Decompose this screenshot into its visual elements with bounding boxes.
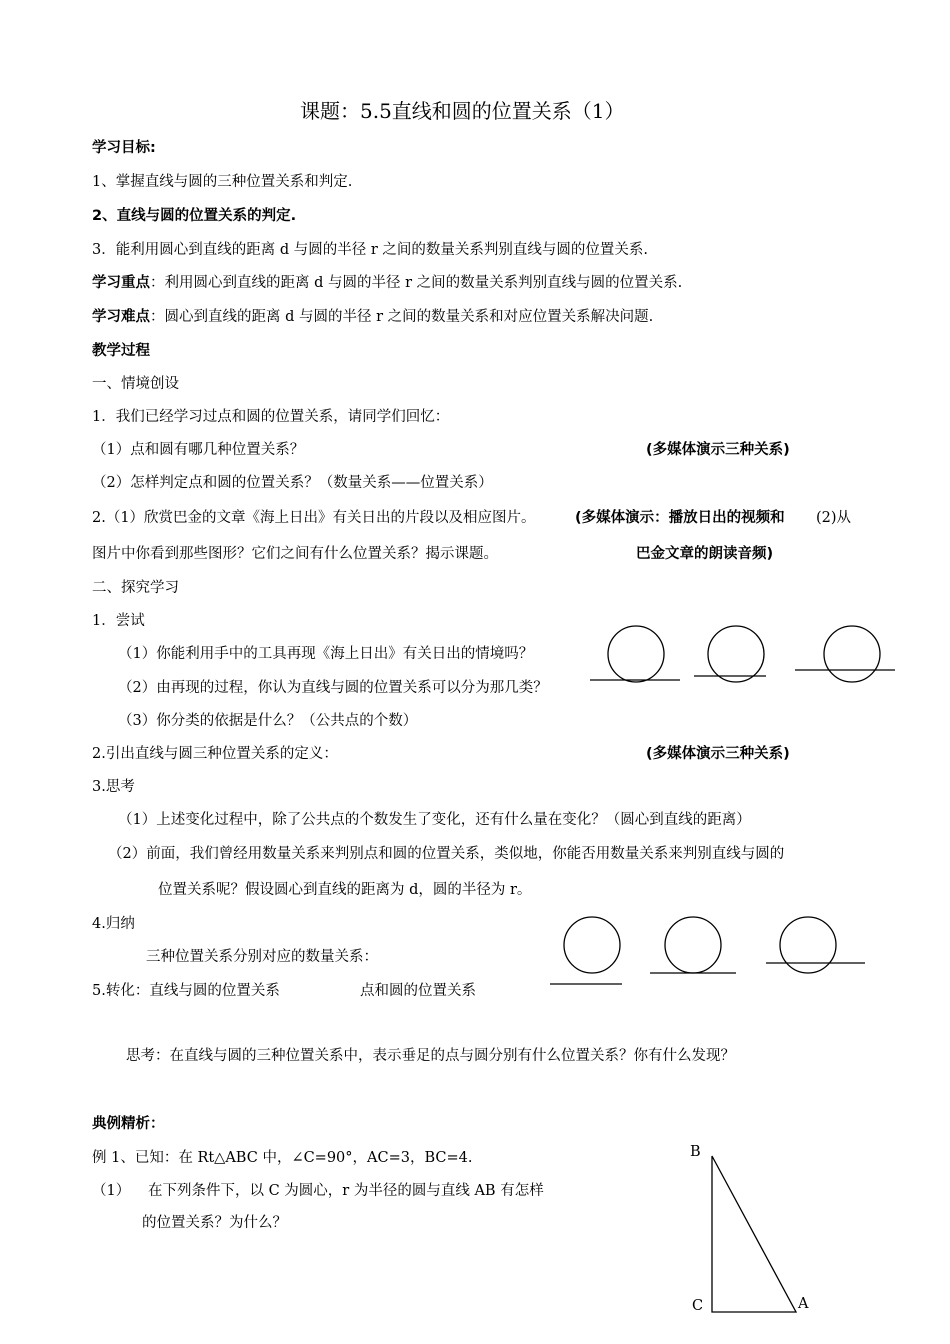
section2-sum: 4.归纳 [92,916,135,932]
section1-q2b: (2)从 [816,510,852,526]
circle-separate [608,626,664,682]
section2-try1: （1）你能利用手中的工具再现《海上日出》有关日出的情境吗？ [118,646,534,662]
section1-q2a: 2.（1）欣赏巴金的文章《海上日出》有关日出的片段以及相应图片。 [92,510,536,526]
section1-q1a-note: (多媒体演示三种关系) [646,442,790,458]
section2-conv: 5.转化：直线与圆的位置关系 [92,983,280,999]
section2-try2: （2）由再现的过程，你认为直线与圆的位置关系可以分为那几类？ [118,680,548,696]
key-point-text: ：利用圆心到直线的距离 d 与圆的半径 r 之间的数量关系判别直线与圆的位置关系. [150,275,683,291]
section2-sum1: 三种位置关系分别对应的数量关系： [146,949,378,965]
goal-item-1: 1、掌握直线与圆的三种位置关系和判定. [92,174,353,190]
circle-separate-2 [564,917,620,973]
triangle-shape [712,1156,796,1312]
section1-q2c: 图片中你看到那些图形？它们之间有什么位置关系？揭示课题。 [92,546,498,562]
circle-tangent [708,626,764,682]
difficulty [92,307,653,327]
vertex-a-label: A [798,1296,809,1312]
section2-think2b: 位置关系呢？假设圆心到直线的距离为 d，圆的半径为 r。 [158,882,532,898]
process-heading: 教学过程 [92,343,150,359]
section2-try3: （3）你分类的依据是什么？（公共点的个数） [118,713,418,729]
section2-heading: 二、探究学习 [92,580,179,596]
section2-think1: （1）上述变化过程中，除了公共点的个数发生了变化，还有什么量在变化？（圆心到直线的距离） [118,812,751,828]
section1-q1a: （1）点和圆有哪几种位置关系？ [92,442,305,458]
goal-item-2: 2、直线与圆的位置关系的判定. [92,208,297,224]
example-1a: 在下列条件下，以 C 为圆心，r 为半径的圆与直线 AB 有怎样 [148,1183,544,1199]
section1-heading: 一、情境创设 [92,376,179,392]
example-1: 例 1、已知：在 Rt△ABC 中，∠C=90°，AC=3，BC=4. [92,1150,473,1166]
key-point-label: 学习重点 [92,275,150,291]
section2-def: 2.引出直线与圆三种位置关系的定义： [92,746,338,762]
circle-tangent-2 [665,917,721,973]
examples-heading: 典例精析： [92,1116,165,1132]
difficulty-label: 学习难点 [92,309,150,325]
line-circle-figure-2 [548,912,868,992]
key-point [92,273,682,293]
difficulty-text: ：圆心到直线的距离 d 与圆的半径 r 之间的数量关系和对应位置关系解决问题. [150,309,654,325]
section2-def-note: (多媒体演示三种关系) [646,746,790,762]
section2-try: 1．尝试 [92,613,145,629]
section1-q1: 1．我们已经学习过点和圆的位置关系，请同学们回忆： [92,409,450,425]
circle-intersect [824,626,880,682]
line-circle-figure-1 [590,622,900,692]
page-title: 课题：5.5直线和圆的位置关系（1） [300,99,625,123]
section1-q2-note2: 巴金文章的朗读音频) [636,546,774,562]
vertex-c-label: C [692,1298,704,1314]
example-1b: 的位置关系？为什么？ [142,1215,287,1231]
section2-reflect: 思考：在直线与圆的三种位置关系中，表示垂足的点与圆分别有什么位置关系？你有什么发现？ [126,1048,735,1064]
vertex-b-label: B [690,1144,701,1160]
section2-think2a: （2）前面，我们曾经用数量关系来判别点和圆的位置关系，类似地，你能否用数量关系来判别直线与圆的 [108,846,785,862]
section1-q2-note1: (多媒体演示：播放日出的视频和 [575,510,785,526]
goal-item-3: 3．能利用圆心到直线的距离 d 与圆的半径 r 之间的数量关系判别直线与圆的位置关系. [92,242,648,258]
section2-conv2: 点和圆的位置关系 [360,983,476,999]
circle-intersect-2 [780,917,836,973]
right-triangle-abc [684,1140,824,1320]
example-1a-number: （1） [92,1183,131,1199]
goals-heading: 学习目标: [92,140,156,156]
section2-think: 3.思考 [92,779,135,795]
section1-q1b: （2）怎样判定点和圆的位置关系？（数量关系——位置关系） [92,475,493,491]
